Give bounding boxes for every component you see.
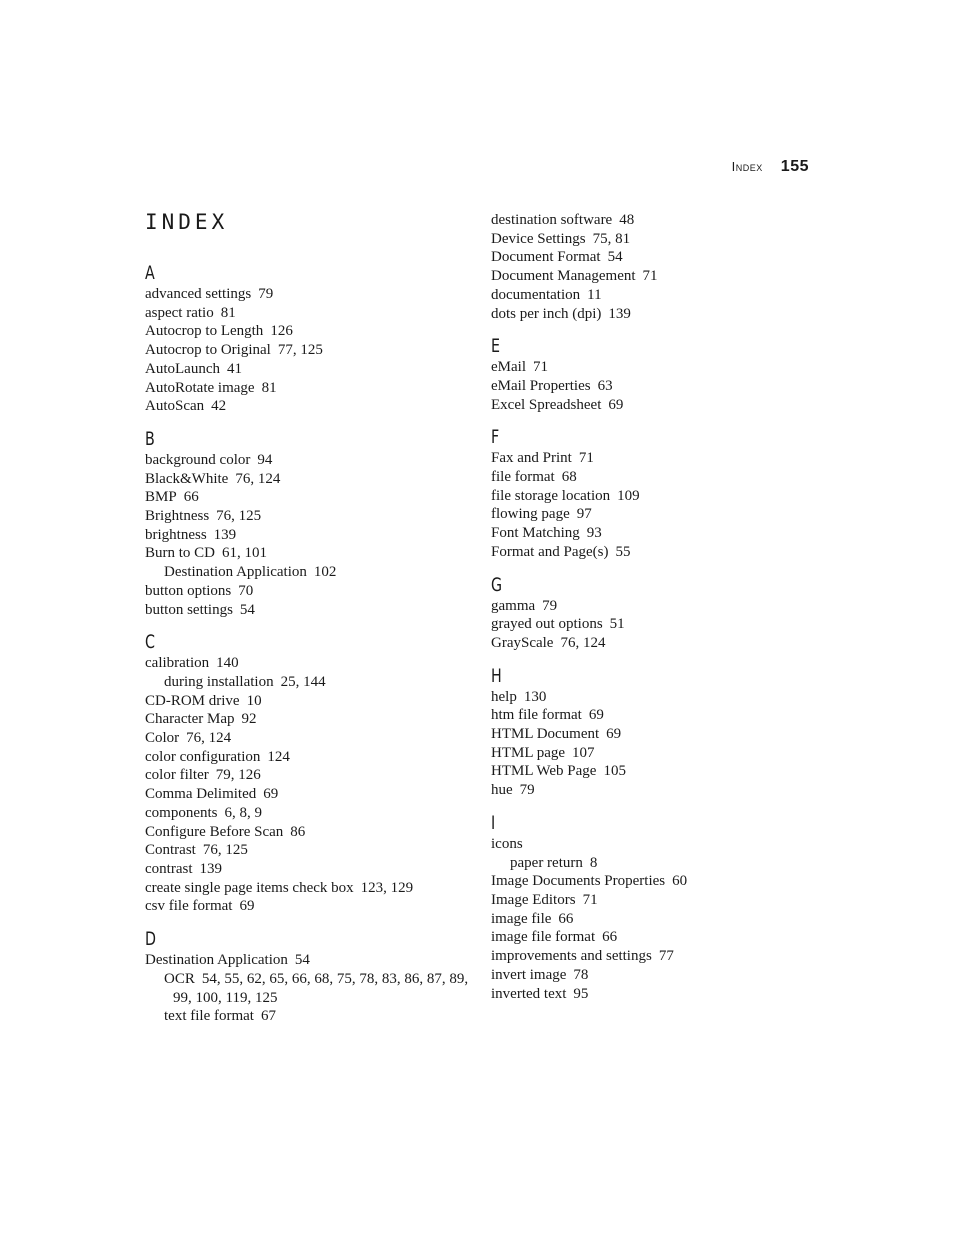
entry-pages: 69	[239, 898, 255, 915]
entry-pages: 61, 101	[222, 545, 268, 562]
entry-term: Configure Before Scan	[145, 823, 284, 840]
entry-term: image file format	[491, 929, 596, 946]
entry-pages: 48	[619, 212, 635, 228]
running-head	[732, 158, 809, 176]
entry-pages: 139	[199, 860, 222, 877]
entry-term: Excel Spreadsheet	[491, 396, 602, 413]
index-entry	[145, 397, 475, 416]
entry-pages: 123, 129	[360, 879, 414, 896]
entry-term: Color	[145, 730, 180, 747]
entry-term: icons	[491, 835, 523, 852]
entry-term: Character Map	[145, 711, 235, 728]
entry-pages: 124	[267, 748, 290, 765]
running-head-label: Index	[731, 159, 763, 174]
entry-pages: 66	[602, 929, 618, 946]
entry-term: color filter	[145, 767, 209, 784]
entry-term: Font Matching	[491, 525, 580, 542]
index-entry	[491, 211, 821, 230]
entry-term: Comma Delimited	[145, 786, 257, 803]
index-section	[145, 631, 475, 916]
index-entry	[491, 358, 821, 377]
index-entry	[491, 634, 821, 653]
entry-pages: 78	[573, 966, 589, 983]
entry-pages: 102	[313, 564, 337, 581]
index-subentry	[145, 970, 475, 1007]
index-entry	[491, 762, 821, 781]
entry-term: Document Management	[491, 268, 636, 285]
entry-pages: 54	[239, 601, 255, 618]
entry-pages: 92	[241, 711, 257, 728]
index-entry	[145, 285, 475, 304]
entry-pages: 81	[261, 379, 277, 396]
entry-pages: 139	[608, 305, 631, 322]
entry-term: Contrast	[145, 842, 196, 859]
section-letter: A	[145, 262, 155, 284]
entry-term: grayed out options	[491, 616, 603, 633]
entry-term: improvements and settings	[491, 948, 652, 965]
entry-term: Brightness	[145, 508, 210, 525]
index-entry	[145, 379, 475, 398]
entry-term: aspect ratio	[145, 304, 214, 321]
entry-term: AutoLaunch	[145, 360, 220, 377]
index-entry	[145, 470, 475, 489]
index-entry	[145, 766, 475, 785]
index-entry	[145, 897, 475, 916]
entry-pages: 109	[617, 487, 640, 504]
entry-term: help	[491, 688, 517, 705]
index-entry	[145, 729, 475, 748]
entry-term: Format and Page(s)	[491, 543, 609, 560]
index-entry	[491, 706, 821, 725]
index-entry	[145, 692, 475, 711]
index-entry	[145, 841, 475, 860]
entry-pages: 107	[572, 744, 595, 761]
section-letter: E	[491, 335, 501, 358]
entry-term: BMP	[145, 489, 177, 506]
entry-term: Image Editors	[491, 891, 576, 908]
index-entry	[491, 267, 821, 286]
entry-pages: 70	[238, 582, 254, 599]
entry-term: flowing page	[491, 506, 570, 523]
entry-pages: 130	[523, 688, 547, 705]
index-entry	[491, 305, 821, 324]
entry-term: image file	[491, 910, 552, 927]
index-entry	[145, 654, 475, 673]
entry-pages: 76, 125	[202, 842, 248, 859]
entry-pages: 93	[586, 525, 602, 542]
entry-term: eMail	[491, 359, 526, 376]
entry-pages: 42	[211, 398, 227, 415]
index-entry	[145, 488, 475, 507]
index-subentry	[145, 1007, 475, 1026]
index-entry	[145, 804, 475, 823]
index-entry	[145, 360, 475, 379]
entry-term: Autocrop to Length	[145, 323, 264, 340]
entry-term: HTML Document	[491, 726, 600, 743]
entry-pages: 95	[573, 985, 589, 1002]
index-entry	[145, 601, 475, 620]
entry-pages: 11	[587, 286, 602, 303]
entry-term: Destination Application	[164, 564, 307, 581]
entry-pages: 10	[246, 692, 262, 709]
entry-term: htm file format	[491, 707, 582, 724]
index-entry	[491, 688, 821, 707]
entry-pages: 79	[519, 782, 535, 799]
entry-pages: 105	[603, 763, 626, 780]
index-entry	[145, 507, 475, 526]
index-entry	[491, 744, 821, 763]
entry-pages: 94	[257, 451, 273, 468]
entry-pages: 71	[582, 891, 598, 908]
entry-term: Burn to CD	[145, 545, 216, 562]
entry-pages: 79, 126	[215, 767, 261, 784]
entry-pages: 66	[558, 910, 574, 927]
entry-pages: 71	[533, 359, 548, 376]
index-entry	[491, 928, 821, 947]
entry-pages: 76, 125	[216, 508, 262, 525]
index-subentry	[491, 854, 821, 873]
index-entry	[491, 781, 821, 800]
section-letter: I	[491, 811, 496, 834]
index-entry	[145, 823, 475, 842]
entry-pages: 54, 55, 62, 65, 66, 68, 75, 78, 83, 86, 87, 89, 99, 100, 119, 125	[173, 970, 469, 1006]
entry-pages: 67	[260, 1008, 276, 1025]
entry-pages: 69	[263, 786, 279, 803]
entry-pages: 60	[672, 873, 688, 890]
entry-pages: 76, 124	[235, 470, 281, 487]
entry-term: during installation	[164, 673, 274, 690]
entry-pages: 97	[576, 506, 592, 523]
index-entry	[491, 468, 821, 487]
entry-term: advanced settings	[145, 286, 252, 302]
entry-pages: 55	[615, 543, 631, 560]
index-entry	[491, 396, 821, 415]
index-entry	[145, 710, 475, 729]
entry-pages: 8	[589, 854, 598, 871]
entry-term: gamma	[491, 597, 536, 614]
entry-term: Device Settings	[491, 230, 586, 247]
entry-term: background color	[145, 451, 251, 468]
index-section	[491, 665, 821, 800]
entry-pages: 51	[609, 616, 625, 633]
entry-pages: 66	[183, 489, 199, 506]
entry-term: contrast	[145, 860, 193, 877]
index-entry	[145, 526, 475, 545]
entry-pages: 86	[290, 823, 306, 840]
index-entry	[145, 748, 475, 767]
entry-term: Autocrop to Original	[145, 342, 271, 359]
entry-pages: 139	[213, 526, 237, 543]
index-entry	[491, 910, 821, 929]
entry-pages: 54	[294, 952, 310, 969]
entry-term: calibration	[145, 655, 210, 672]
index-entry	[145, 879, 475, 898]
index-entry	[491, 543, 821, 562]
entry-term: hue	[491, 782, 513, 799]
entry-term: button options	[145, 582, 232, 599]
entry-term: csv file format	[145, 898, 233, 915]
page-title: INDEX	[145, 210, 229, 234]
entry-term: AutoRotate image	[145, 379, 255, 396]
entry-term: Black&White	[145, 470, 229, 487]
entry-term: Document Format	[491, 249, 601, 266]
entry-term: OCR	[164, 970, 195, 987]
index-entry	[145, 860, 475, 879]
entry-term: GrayScale	[491, 634, 554, 651]
index-section	[491, 812, 821, 1003]
entry-pages: 81	[220, 304, 236, 321]
entry-pages: 79	[542, 597, 558, 614]
index-entry	[145, 304, 475, 323]
index-entry	[491, 487, 821, 506]
entry-term: components	[145, 804, 218, 821]
index-entry	[491, 891, 821, 910]
index-entry	[145, 341, 475, 360]
entry-term: CD-ROM drive	[145, 692, 240, 709]
entry-pages: 6, 8, 9	[224, 804, 262, 821]
index-entry	[491, 524, 821, 543]
section-letter: B	[145, 427, 155, 450]
index-column-left	[145, 208, 475, 1038]
entry-pages: 77, 125	[277, 342, 323, 359]
index-entry	[145, 544, 475, 563]
index-entry	[491, 947, 821, 966]
entry-term: documentation	[491, 286, 581, 303]
index-entry	[491, 286, 821, 305]
entry-term: HTML page	[491, 744, 566, 761]
entry-term: button settings	[145, 601, 233, 618]
section-letter: D	[145, 928, 156, 951]
index-section	[491, 211, 821, 323]
entry-pages: 25, 144	[280, 673, 326, 690]
entry-pages: 68	[561, 469, 577, 486]
entry-pages: 75, 81	[592, 230, 631, 247]
index-subentry	[145, 673, 475, 692]
index-section	[145, 928, 475, 1026]
entry-term: eMail Properties	[491, 377, 591, 394]
index-section	[491, 426, 821, 561]
entry-pages: 126	[270, 323, 293, 340]
index-entry	[145, 951, 475, 970]
index-entry	[491, 597, 821, 616]
index-entry	[491, 248, 821, 267]
index-entry	[491, 725, 821, 744]
index-entry	[145, 785, 475, 804]
index-entry	[491, 966, 821, 985]
entry-term: inverted text	[491, 985, 567, 1002]
index-entry	[491, 505, 821, 524]
entry-pages: 63	[597, 377, 613, 394]
entry-pages: 54	[607, 249, 623, 266]
entry-term: invert image	[491, 966, 567, 983]
index-section	[145, 428, 475, 619]
entry-pages: 76, 124	[560, 634, 606, 651]
index-entry	[491, 985, 821, 1004]
entry-pages: 76, 124	[186, 730, 232, 747]
entry-term: dots per inch (dpi)	[491, 305, 602, 322]
index-section	[491, 574, 821, 653]
entry-term: file format	[491, 469, 555, 486]
section-letter: F	[491, 426, 500, 449]
entry-term: AutoScan	[145, 398, 205, 415]
section-letter: G	[491, 573, 503, 596]
entry-pages: 140	[216, 655, 239, 672]
index-entry	[491, 449, 821, 468]
index-entry	[145, 451, 475, 470]
entry-pages: 69	[588, 707, 604, 724]
entry-term: color configuration	[145, 748, 261, 765]
index-column-right	[491, 211, 821, 1015]
index-entry	[491, 377, 821, 396]
index-section	[145, 262, 475, 416]
entry-pages: 69	[608, 396, 624, 413]
page-number: 155	[780, 158, 809, 175]
index-entry	[491, 835, 821, 854]
entry-pages: 69	[606, 726, 622, 743]
section-letter: C	[145, 631, 155, 654]
entry-term: destination software	[491, 212, 613, 228]
entry-term: file storage location	[491, 487, 611, 504]
entry-pages: 41	[226, 360, 242, 377]
entry-pages: 71	[642, 268, 658, 285]
index-entry	[491, 230, 821, 249]
index-entry	[491, 615, 821, 634]
index-section	[491, 335, 821, 414]
section-letter: H	[491, 664, 502, 687]
entry-term: brightness	[145, 526, 207, 543]
entry-term: text file format	[164, 1008, 254, 1025]
index-entry	[491, 872, 821, 891]
entry-pages: 77	[658, 948, 674, 965]
entry-pages: 71	[578, 450, 594, 467]
entry-term: paper return	[510, 854, 583, 871]
entry-term: create single page items check box	[145, 879, 354, 896]
entry-term: Fax and Print	[491, 450, 572, 467]
index-entry	[145, 322, 475, 341]
entry-term: Image Documents Properties	[491, 873, 666, 890]
index-entry	[145, 582, 475, 601]
entry-term: HTML Web Page	[491, 763, 597, 780]
entry-term: Destination Application	[145, 952, 288, 969]
entry-pages: 79	[258, 286, 274, 302]
index-subentry	[145, 563, 475, 582]
